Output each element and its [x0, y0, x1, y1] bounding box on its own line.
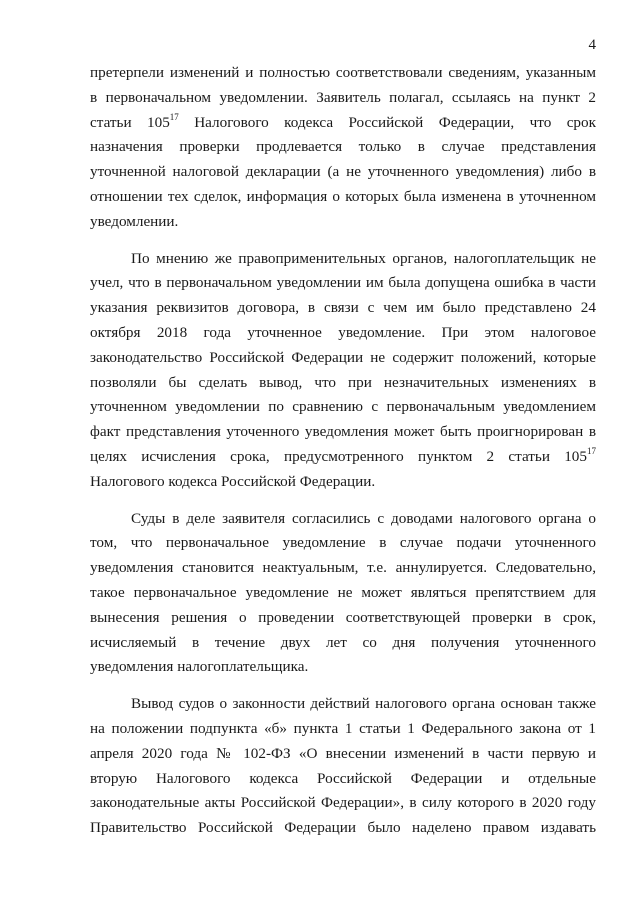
text-line: позволяли бы сделать вывод, что при незначительных изменениях в: [90, 373, 596, 391]
text-line: вынесения решения о проведении соответствующей проверки в срок,: [90, 608, 596, 626]
paragraph: [90, 61, 596, 235]
text-line: претерпели изменений и полностью соответствовали сведениям, указанным: [90, 64, 596, 81]
article-superscript: 17: [169, 111, 179, 122]
text-line: такое первоначальное уведомление не может являться препятствием для: [90, 583, 596, 601]
paragraph: [90, 507, 596, 681]
text-line: уведомлении.: [90, 212, 179, 230]
text-line: указания реквизитов договора, в связи с чем им было представлено 24: [90, 299, 596, 317]
text-line: уведомления налогоплательщика.: [90, 658, 309, 676]
text-line: том, что первоначальное уведомление в случае подачи уточненного: [90, 534, 596, 552]
article-superscript: 17: [587, 445, 596, 456]
text-line: Правительство Российской Федерации было наделено правом издавать: [90, 819, 596, 837]
paragraph: [90, 692, 596, 841]
text-line: апреля 2020 года № 102-ФЗ «О внесении изменений в части первую и: [90, 744, 596, 762]
text-line: Налогового кодекса Российской Федерации.: [90, 472, 376, 490]
paragraph: [90, 247, 596, 495]
text-line: Вывод судов о законности действий налогового органа основан также: [131, 695, 596, 713]
text-line: октября 2018 года уточненное уведомление. При этом налоговое: [90, 323, 596, 341]
text-line: отношении тех сделок, информация о которых была изменена в уточненном: [90, 187, 596, 205]
text-line: на положении подпункта «б» пункта 1 статьи 1 Федерального закона от 1: [90, 719, 596, 737]
text-line: исчисляемый в течение двух лет со дня получения уточненного: [90, 633, 596, 651]
text-line: уведомления становится неактуальным, т.е. аннулируется. Следовательно,: [90, 559, 596, 577]
text-line: уточненной налоговой декларации (а не уточненного уведомления) либо в: [90, 163, 596, 181]
page-number: 4: [588, 37, 596, 53]
text-line: уточненном уведомлении по сравнению с первоначальным уведомлением: [90, 398, 596, 416]
text-line: статьи $105^{17}$ Налогового кодекса Российской Федерации, что срок: [90, 111, 597, 131]
text-line: Суды в деле заявителя согласились с доводами налогового органа о: [131, 509, 596, 527]
text-line: вторую Налогового кодекса Российской Федерации и отдельные: [90, 769, 596, 787]
body-text: [90, 61, 596, 841]
text-line: в первоначальном уведомлении. Заявитель полагал, ссылаясь на пункт 2: [90, 88, 596, 106]
text-line: учел, что в первоначальном уведомлении им была допущена ошибка в части: [90, 274, 596, 292]
text-line: назначения проверки продлевается только в случае представления: [90, 138, 596, 156]
text-line: факт представления уточенного уведомления может быть проигнорирован в: [90, 423, 596, 441]
text-line: По мнению же правоприменительных органов, налогоплательщик не: [131, 249, 596, 267]
text-line: целях исчисления срока, предусмотренного пунктом 2 статьи $105^{17}$: [90, 445, 596, 465]
text-line: законодательные акты Российской Федерации», в силу которого в 2020 году: [90, 794, 596, 812]
text-line: законодательство Российской Федерации не содержит положений, которые: [90, 348, 596, 366]
